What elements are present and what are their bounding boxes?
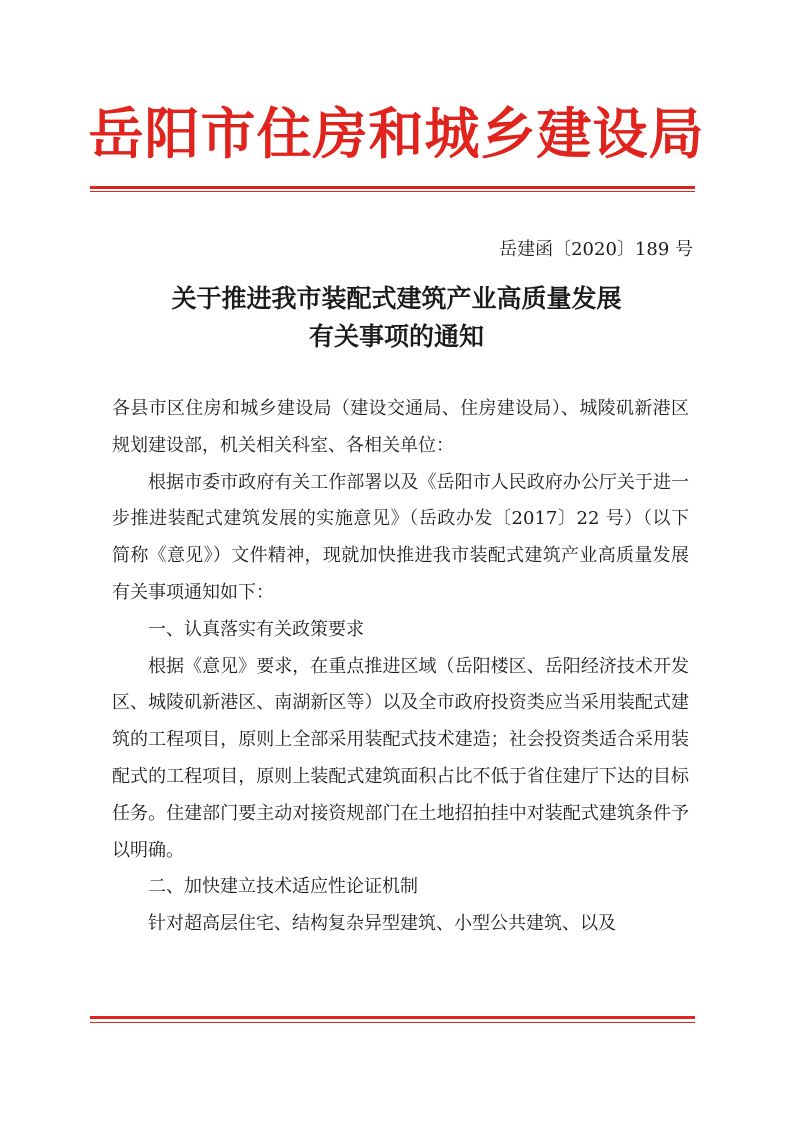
addressee-paragraph: 各县市区住房和城乡建设局（建设交通局、住房建设局）、城陵矶新港区规划建设部，机关相关科室、各相关单位： (112, 398, 689, 456)
document-number: 岳建函〔2020〕189 号 (499, 239, 693, 260)
intro-paragraph: 根据市委市政府有关工作部署以及《岳阳市人民政府办公厅关于进一步推进装配式建筑发展的实施意见》（岳政办发〔2017〕22 号）（以下简称《意见》）文件精神，现就加快推进我市装配式建筑产业高质量发展有关事项通知如下： (112, 471, 689, 603)
section-1-heading: 一、认真落实有关政策要求 (148, 618, 364, 640)
document-body (112, 391, 689, 943)
section-2-paragraph: 针对超高层住宅、结构复杂异型建筑、小型公共建筑、以及 (148, 913, 616, 935)
section-2-heading: 二、加快建立技术适应性论证机制 (148, 876, 418, 898)
document-title-line-1: 关于推进我市装配式建筑产业高质量发展 (171, 284, 622, 313)
letterhead-title: 岳阳市住房和城乡建设局 (88, 102, 705, 166)
letterhead-rule-bottom (90, 191, 695, 192)
footer-rule-bottom (90, 1022, 695, 1023)
letterhead-rule-top (90, 186, 695, 189)
footer-rule-top (90, 1016, 695, 1019)
document-title-line-2: 有关事项的通知 (308, 322, 484, 351)
section-1-paragraph: 根据《意见》要求，在重点推进区域（岳阳楼区、岳阳经济技术开发区、城陵矶新港区、南湖新区等）以及全市政府投资类应当采用装配式建筑的工程项目，原则上全部采用装配式技术建造；社会投资类适合采用装配式的工程项目，原则上装配式建筑面积占比不低于省住建厅下达的目标任务。住建部门要主动对接资规部门在土地招拍挂中对装配式建筑条件予以明确。 (112, 655, 689, 861)
